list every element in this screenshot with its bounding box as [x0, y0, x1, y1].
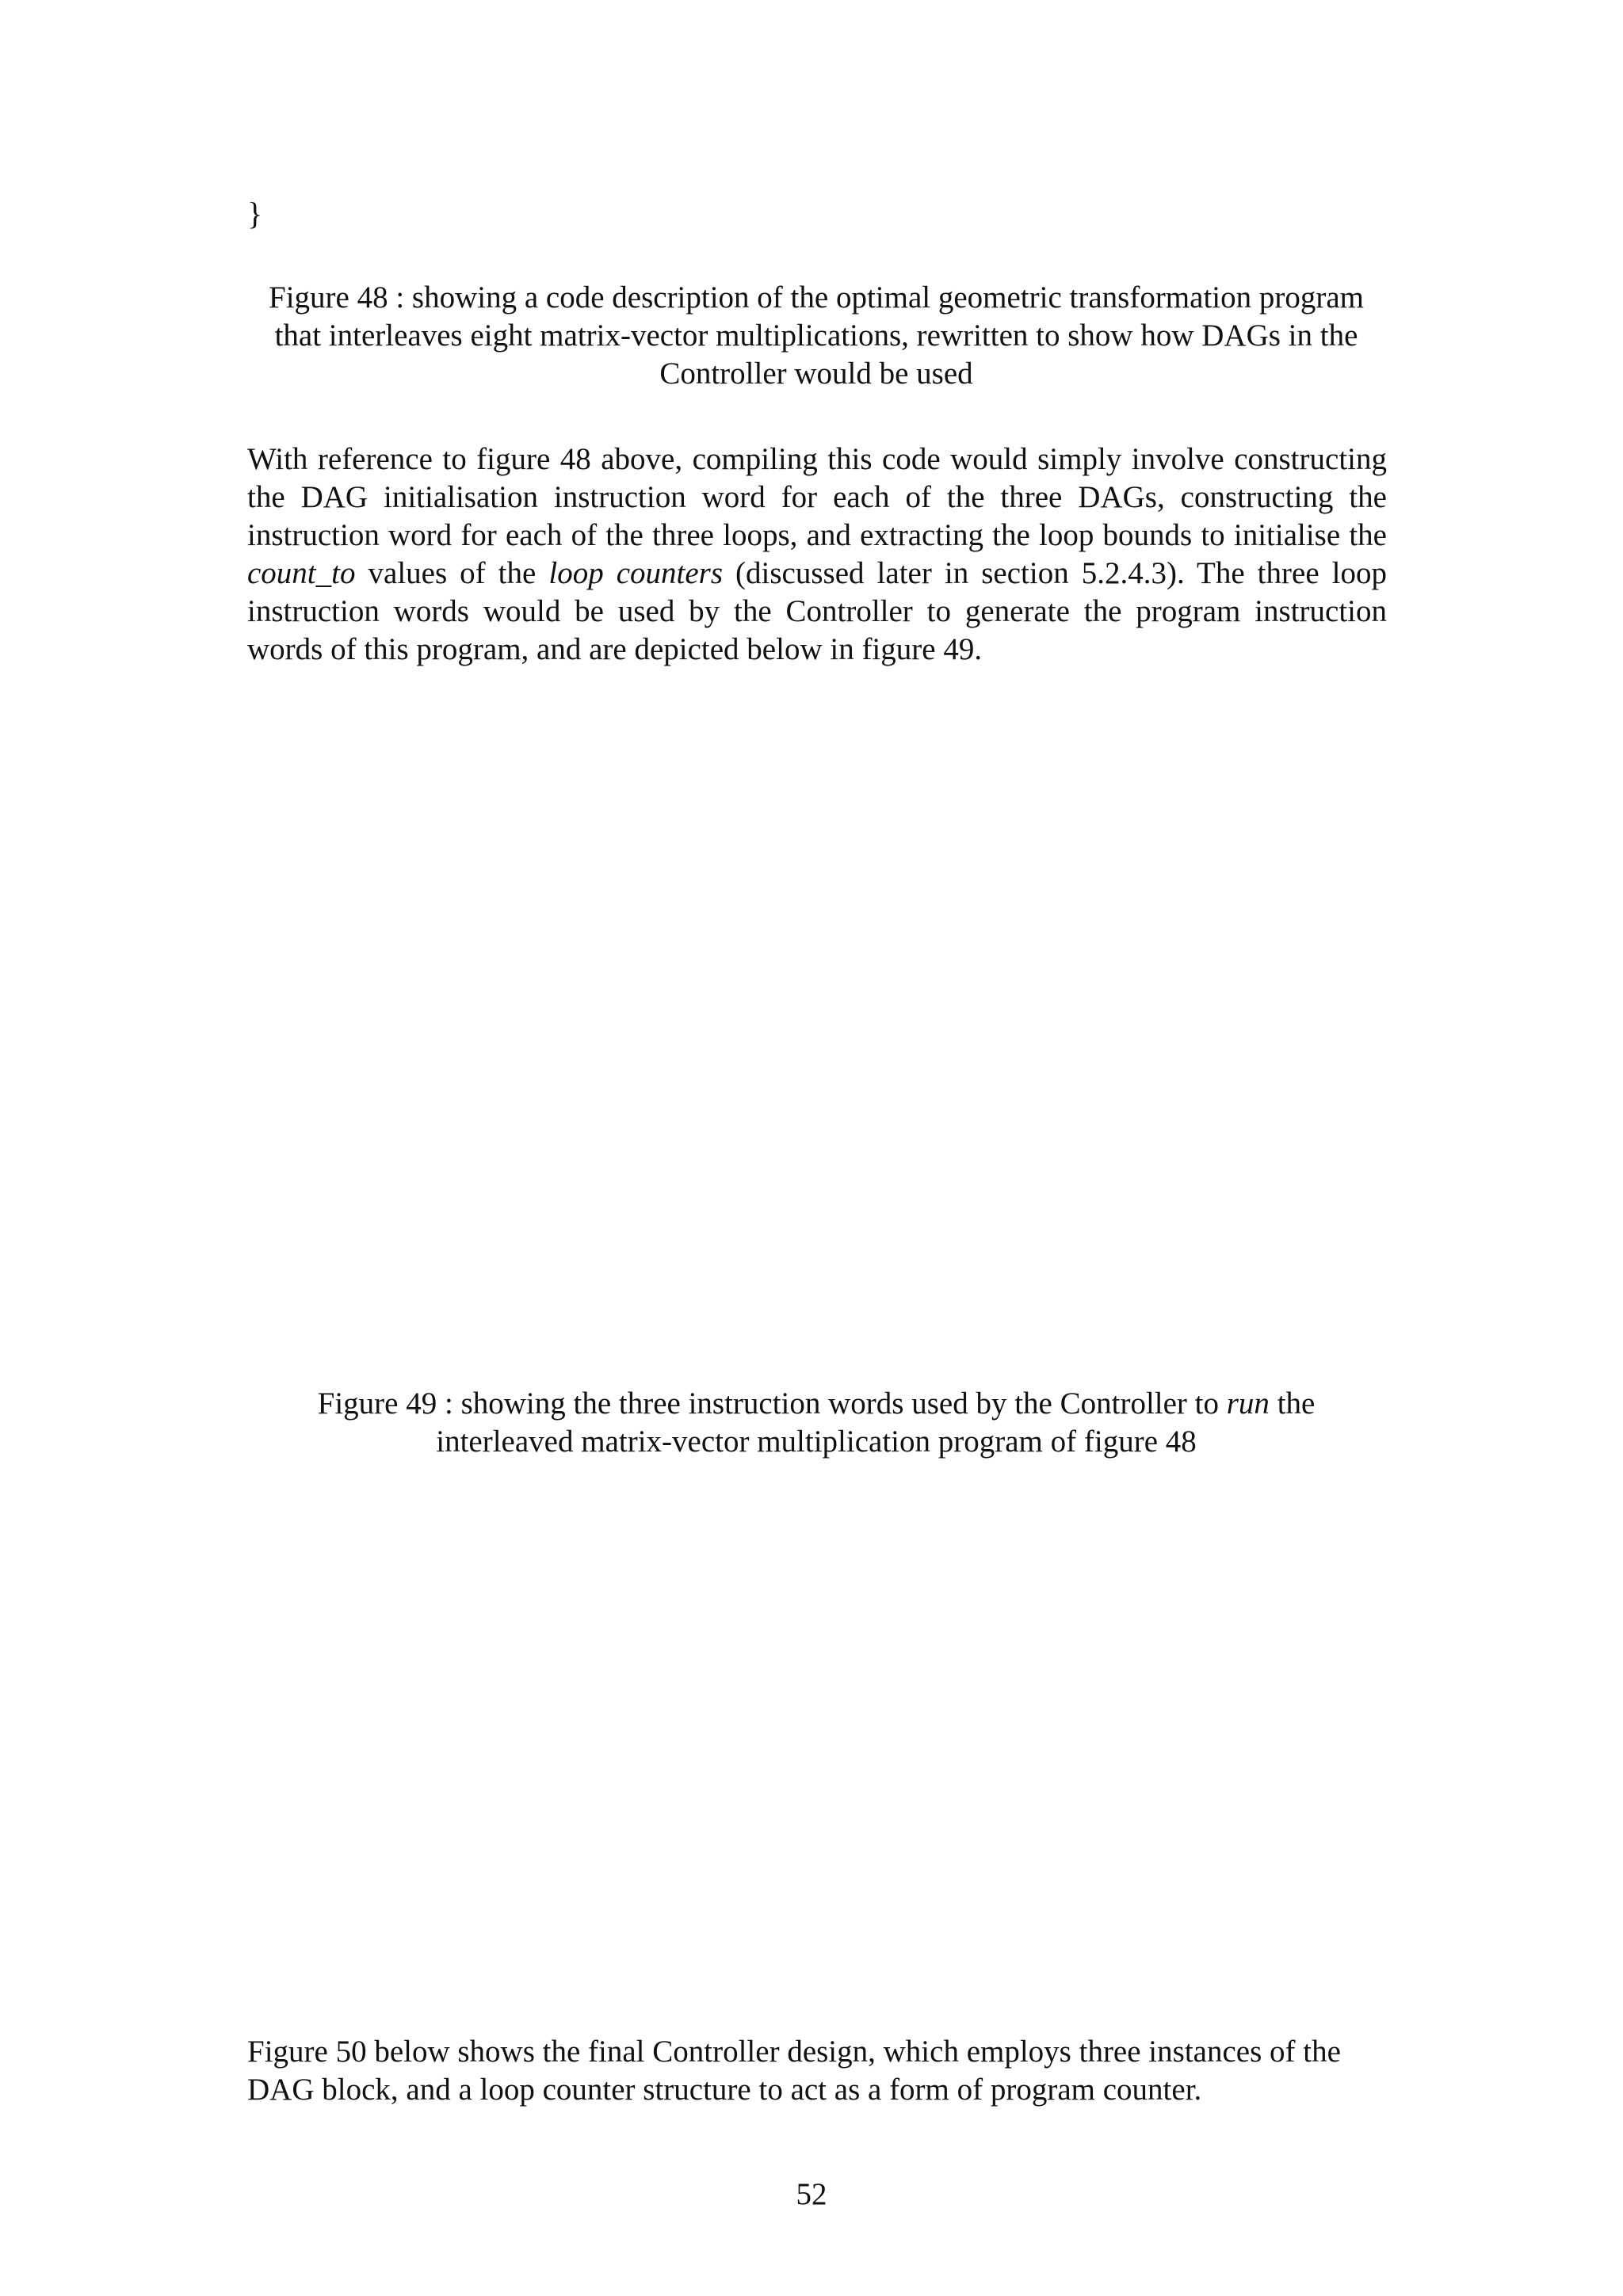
figure-49-caption-text-a: Figure 49 : showing the three instruction words used by the Controller to	[317, 1386, 1227, 1421]
run-emphasis: run	[1226, 1386, 1270, 1421]
count-to-term: count_to	[247, 556, 356, 590]
body-paragraph-1	[247, 441, 1387, 669]
paragraph-1-text-c: (discussed later in section 5.2.4.3). The three loop instruction words would be used by the Controller to generate the program instruction words of this program, and are depicted below in figure 49.	[247, 556, 1387, 666]
page-number: 52	[796, 2177, 827, 2211]
loop-counters-term: loop counters	[548, 556, 724, 590]
figure-49-caption-text-b: the interleaved matrix-vector multiplication program of figure 48	[436, 1386, 1316, 1459]
figure-48-caption: Figure 48 : showing a code description of the optimal geometric transformation program that interleaves eight matrix-vector multiplications, rewritten to show how DAGs in the Controller would be used	[269, 280, 1364, 391]
paragraph-1-text-a: With reference to figure 48 above, compiling this code would simply involve constructing the DAG initialisation instruction word for each of the three DAGs, constructing the instruction word for each of the three loops, and extracting the loop bounds to initialise the	[247, 442, 1387, 552]
figure-49-caption	[254, 1385, 1379, 1461]
body-paragraph-2: Figure 50 below shows the final Controller design, which employs three instances of the DAG block, and a loop counter structure to act as a form of program counter.	[247, 2035, 1341, 2107]
code-closing-brace: }	[247, 196, 263, 231]
paragraph-1-text-b: values of the	[355, 556, 549, 590]
